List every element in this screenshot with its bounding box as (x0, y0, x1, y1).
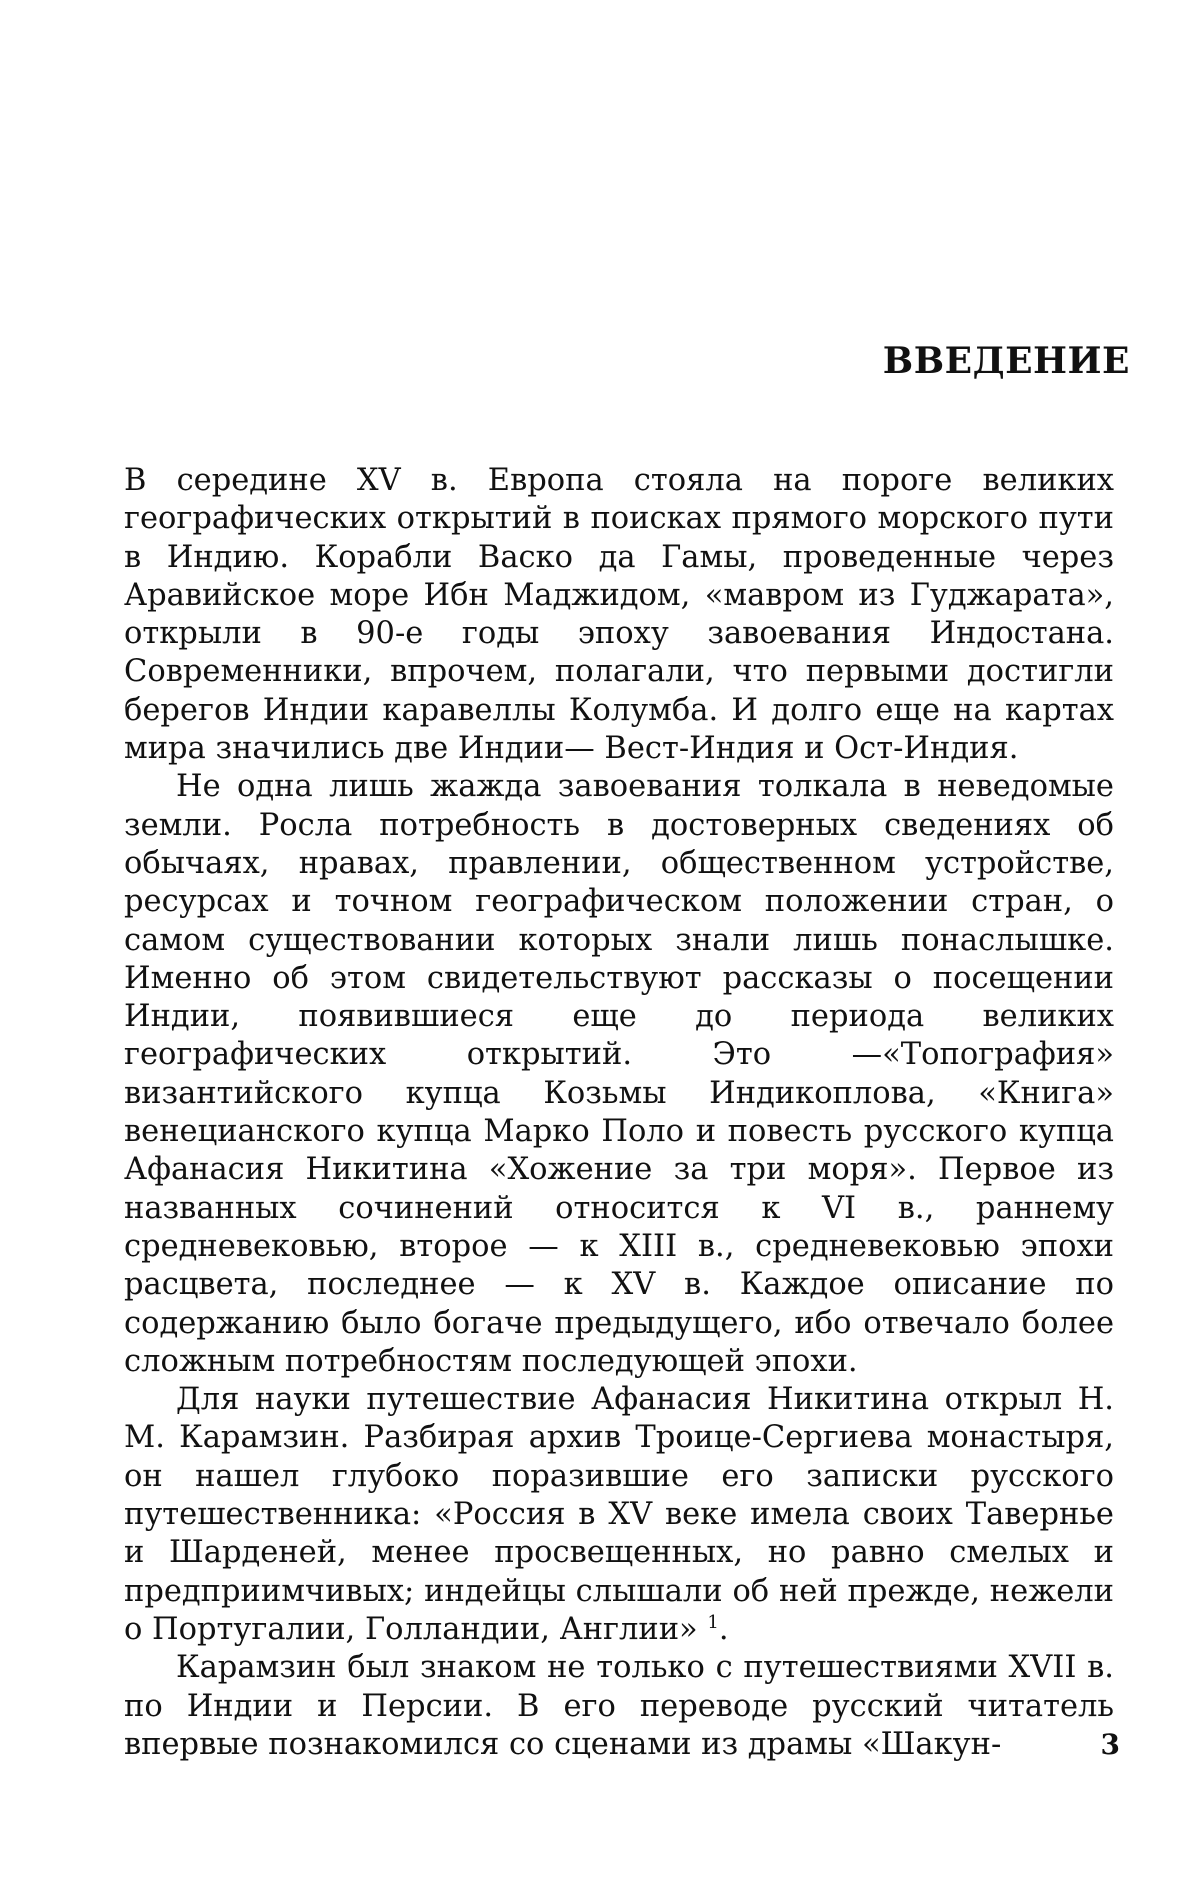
body-text (124, 462, 1114, 1764)
chapter-heading: ВВЕДЕНИЕ (882, 340, 1130, 382)
footnote-reference[interactable]: 1 (707, 1611, 719, 1633)
paragraph-3: Для науки путешествие Афанасия Никитина открыл Н. М. Карамзин. Разбирая архив Троице-Сергиева монастыря, он нашел глубоко поразившие его записки русского путешественника: «Россия в XV веке имела своих Тавернье и Шарденей, менее просвещенных, но равно смелых и предприимчивых; индейцы слышали об ней прежде, нежели о Португалии, Голландии, Англии» $^1$. (124, 1382, 1114, 1647)
paragraph-4: Карамзин был знаком не только с путешествиями XVII в. по Индии и Персии. В его переводе русский читатель впервые познакомился со сценами из драмы «Шакун- (124, 1650, 1114, 1762)
paragraph-2: Не одна лишь жажда завоевания толкала в неведомые земли. Росла потребность в достоверных сведениях об обычаях, нравах, правлении, общественном устройстве, ресурсах и точном географическом положении стран, о самом существовании которых знали лишь понаслышке. Именно об этом свидетельствуют рассказы о посещении Индии, появившиеся еще до периода великих географических открытий. Это —«Топография» византийского купца Козьмы Индикоплова, «Книга» венецианского купца Марко Поло и повесть русского купца Афанасия Никитина «Хожение за три моря». Первое из названных сочинений относится к VI в., раннему средневековью, второе — к XIII в., средневековью эпохи расцвета, последнее — к XV в. Каждое описание по содержанию было богаче предыдущего, ибо отвечало более сложным потребностям последующей эпохи. (124, 769, 1114, 1379)
paragraph-1: В середине XV в. Европа стояла на пороге великих географических открытий в поисках прямого морского пути в Индию. Корабли Васко да Гамы, проведенные через Аравийское море Ибн Маджидом, «мавром из Гуджарата», открыли в 90-е годы эпоху завоевания Индостана. Современники, впрочем, полагали, что первыми достигли берегов Индии каравеллы Колумба. И долго еще на картах мира значились две Индии— Вест-Индия и Ост-Индия. (124, 463, 1114, 767)
paragraph-3-text: Для науки путешествие Афанасия Никитина открыл Н. М. Карамзин. Разбирая архив Троице-Сергиева монастыря, он нашел глубоко поразившие его записки русского путешественника: «Россия в XV веке имела своих Тавернье и Шарденей, менее просвещенных, но равно смелых и предприимчивых; индейцы слышали об ней прежде, нежели о Португалии, Голландии, Англии» (124, 1382, 1114, 1647)
page-number: 3 (1100, 1728, 1120, 1761)
